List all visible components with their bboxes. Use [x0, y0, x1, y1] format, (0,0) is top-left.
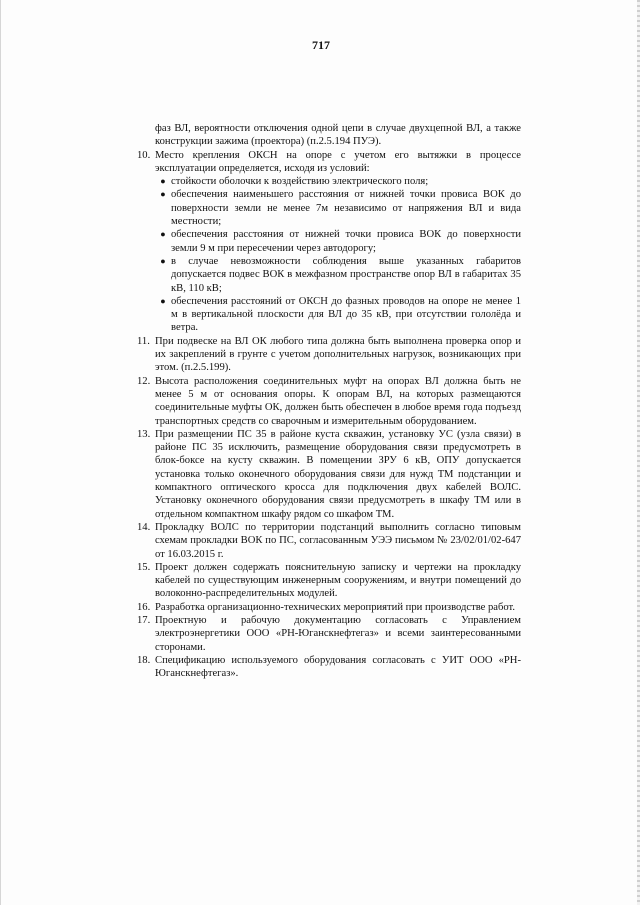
- page-number: 717: [312, 38, 330, 52]
- item-number: 10.: [137, 149, 151, 161]
- list-item-15: [137, 561, 521, 601]
- condition-bullet-list: [137, 175, 521, 335]
- bullet-icon: ●: [160, 255, 166, 266]
- bullet-item: [155, 188, 521, 228]
- bullet-icon: ●: [160, 229, 166, 240]
- bullet-item: [155, 295, 521, 335]
- list-item-17: [137, 614, 521, 654]
- item-text: Место крепления ОКСН на опоре с учетом его вытяжки в процессе эксплуатации определяется, исходя из условий:: [155, 149, 521, 174]
- item-number: 12.: [137, 375, 151, 387]
- item-text: Высота расположения соединительных муфт на опорах ВЛ должна быть не менее 5 м от основания опоры. К опорам ВЛ, на которых размещаются соединительные муфты ОК, должен быть обеспечен в любое время года подъезд транспортных средств со сварочным и измерительным оборудованием.: [155, 375, 521, 427]
- item-number: 17.: [137, 614, 151, 626]
- item-number: 13.: [137, 428, 151, 440]
- item-body: [155, 149, 521, 176]
- item-text: Проектную и рабочую документацию согласовать с Управлением электроэнергетики ООО «РН-Юганскнефтегаз» и всеми заинтересованными сторонами.: [155, 614, 521, 653]
- item-text: При подвеске на ВЛ ОК любого типа должна быть выполнена проверка опор и их закреплений в грунте с учетом дополнительных нагрузок, возникающих при этом. (п.2.5.199).: [155, 335, 521, 374]
- list-item-12: [137, 375, 521, 428]
- item-number: 16.: [137, 601, 151, 613]
- item-number: 18.: [137, 654, 151, 666]
- document-body: [137, 122, 521, 680]
- continued-paragraph: фаз ВЛ, вероятности отключения одной цепи в случае двухцепной ВЛ, а также конструкции зажима (проектора) (п.2.5.194 ПУЭ).: [155, 123, 521, 148]
- bullet-icon: ●: [160, 189, 166, 200]
- list-item-14: [137, 521, 521, 561]
- item-text: Спецификацию используемого оборудования согласовать с УИТ ООО «РН-Юганскнефтегаз».: [155, 654, 521, 680]
- list-item-18: [137, 654, 521, 681]
- item-text: При размещении ПС 35 в районе куста скважин, установку УС (узла связи) в районе ПС 35 исключить, размещение оборудования связи предусмотреть в блок-боксе на кусту скважин. В помещении ЗРУ 6 кВ, ОПУ допускается установка только оконечного оборудования связи для нужд ТМ подстанции и компактного оптического кросса для подключения двух кабелей ВОЛС. Установку оконечного оборудования связи предусмотреть в шкафу ТМ или в отдельном компактном шкафу рядом со шкафом ТМ.: [155, 428, 521, 520]
- list-item-10: [137, 149, 521, 176]
- bullet-text: стойкости оболочки к воздействию электрического поля;: [171, 176, 429, 188]
- bullet-item: [155, 175, 521, 188]
- item-number: 15.: [137, 561, 151, 573]
- bullet-item: [155, 228, 521, 255]
- item-text: Прокладку ВОЛС по территории подстанций выполнить согласно типовым схемам прокладки ВОК по ПС, согласованным УЭЭ письмом № 23/02/01/02-647 от 16.03.2015 г.: [155, 521, 521, 560]
- bullet-text: обеспечения расстояний от ОКСН до фазных проводов на опоре не менее 1 м в вертикальной плоскости для ВЛ до 35 кВ, при отсутствии гололёда и ветра.: [171, 295, 521, 334]
- item-number: 11.: [137, 335, 150, 347]
- item-number: 14.: [137, 521, 151, 533]
- bullet-text: в случае невозможности соблюдения выше указанных габаритов допускается подвес ВОК в межфазном пространстве опор ВЛ в габаритах 35 кВ, 110 кВ;: [171, 255, 521, 294]
- bullet-text: обеспечения расстояния от нижней точки провиса ВОК до поверхности земли 9 м при пересечении через автодорогу;: [171, 229, 521, 254]
- list-item-13: [137, 428, 521, 521]
- bullet-icon: ●: [160, 295, 166, 306]
- item-text: Проект должен содержать пояснительную записку и чертежи на прокладку кабелей по существующим инженерным сооружениям, и внутри помещений до волоконно-распределительных модулей.: [155, 561, 521, 600]
- bullet-icon: ●: [160, 176, 166, 187]
- list-item-16: [137, 601, 521, 614]
- bullet-text: обеспечения наименьшего расстояния от нижней точки провиса ВОК до поверхности земли не менее 7м независимо от напряжения ВЛ и вида местности;: [171, 189, 521, 228]
- list-item-11: [137, 335, 521, 375]
- bullet-item: [155, 255, 521, 295]
- item-text: Разработка организационно-технических мероприятий при производстве работ.: [155, 601, 516, 613]
